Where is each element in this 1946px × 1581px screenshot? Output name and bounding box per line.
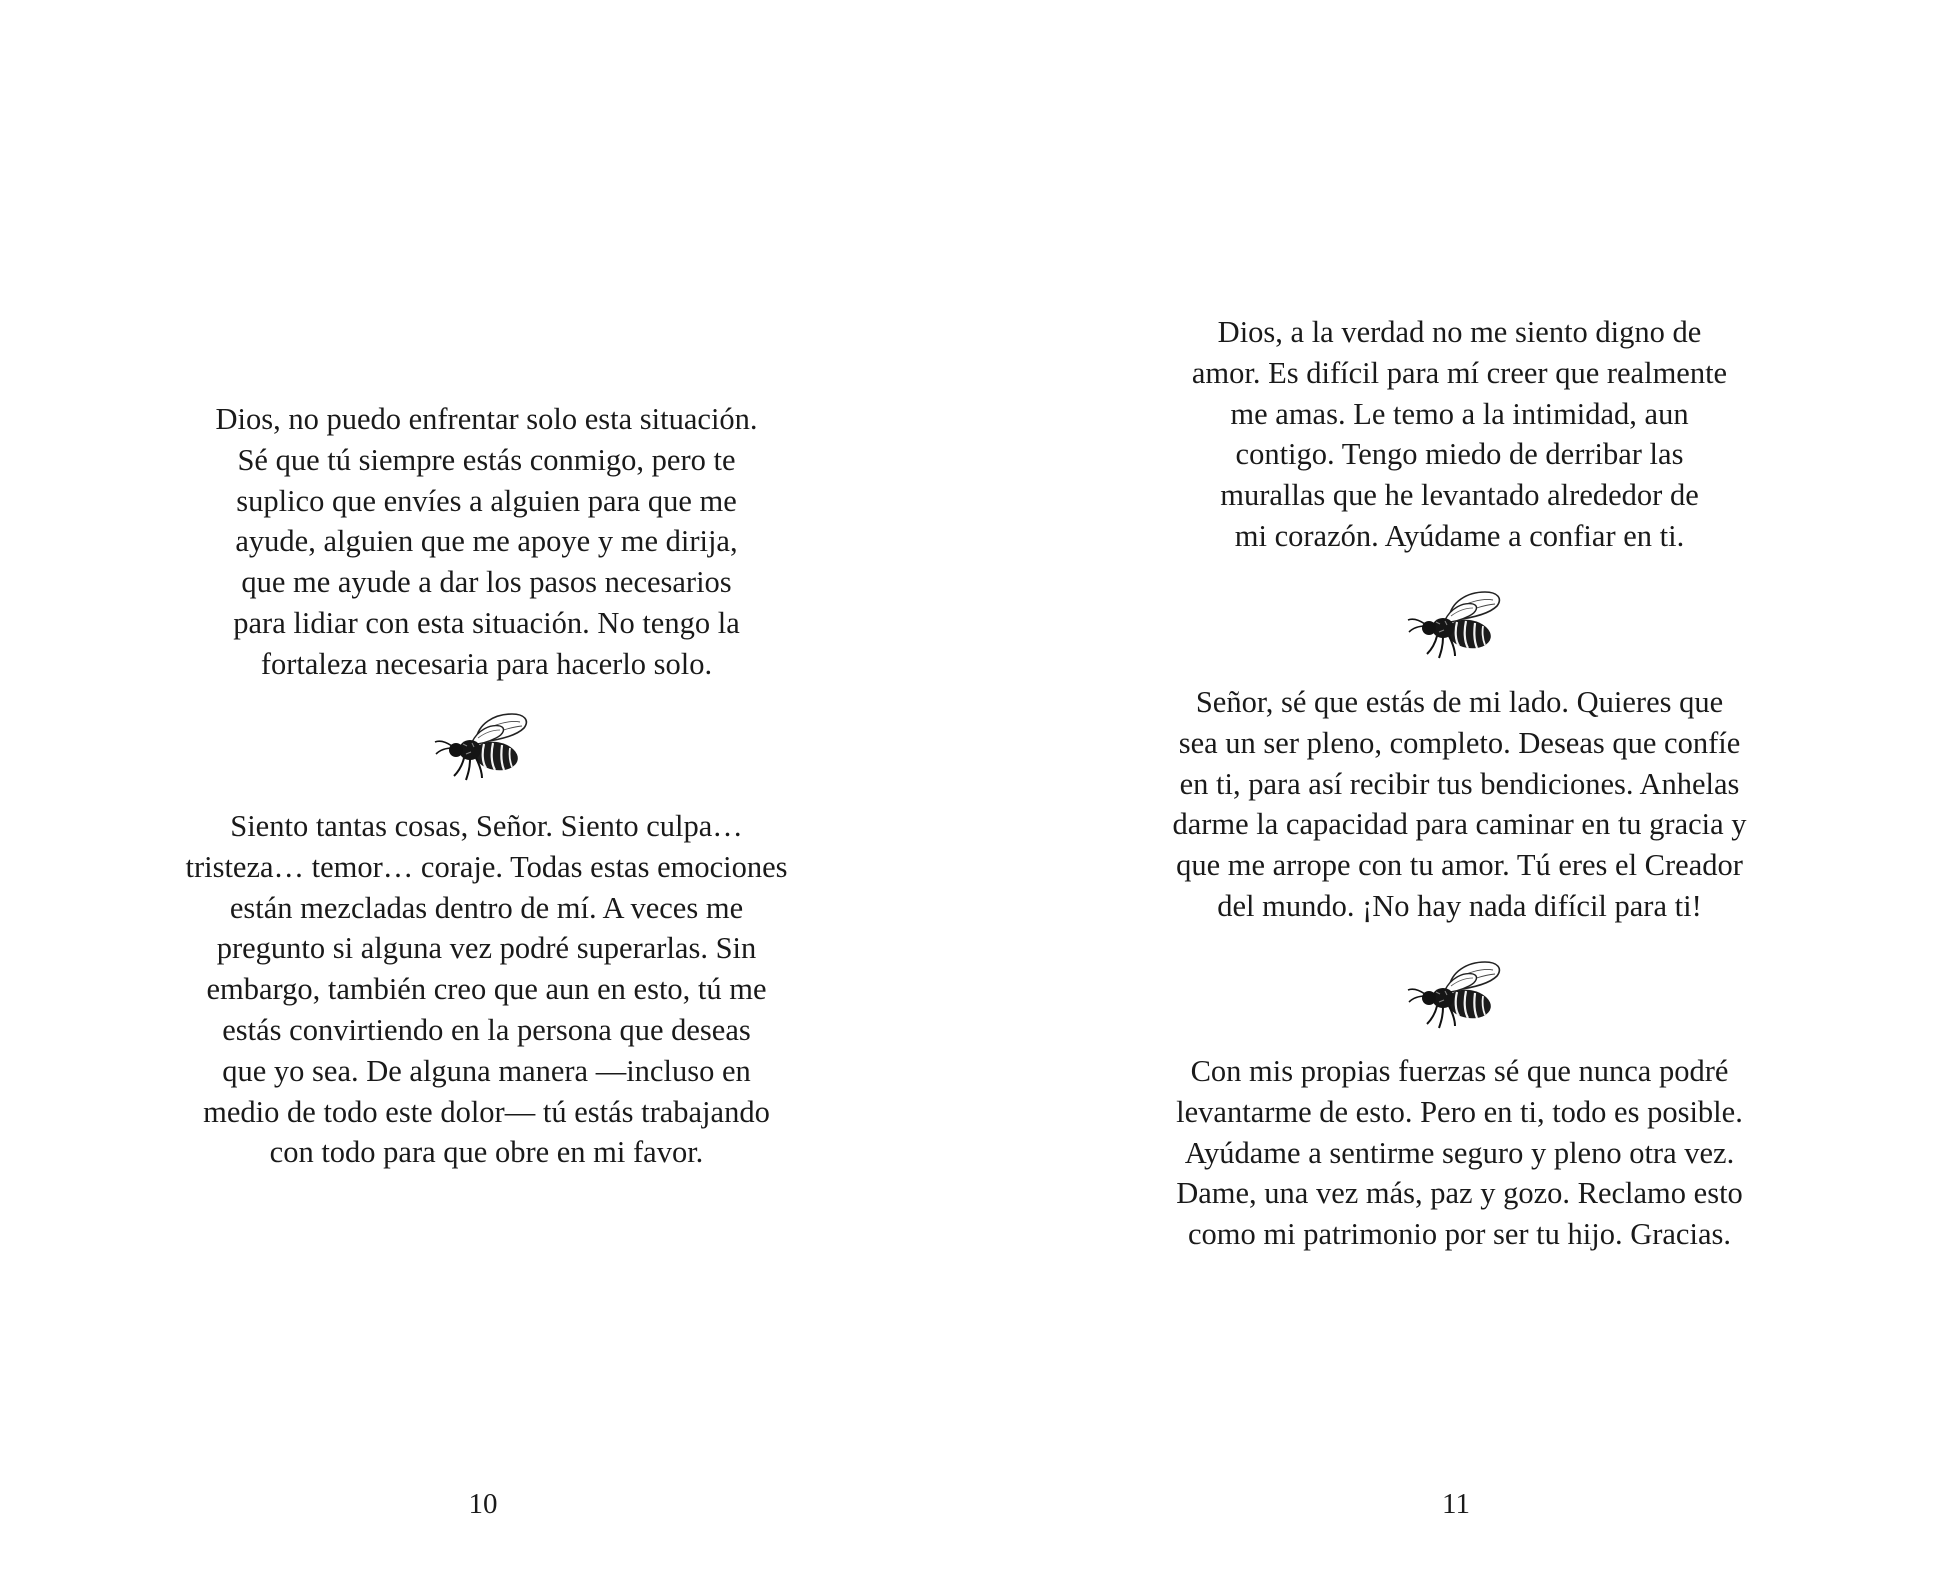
- prayer-paragraph: [0, 806, 973, 1173]
- bee-icon: [1405, 588, 1505, 660]
- text-line: Sé que tú siempre estás conmigo, pero te: [237, 442, 736, 477]
- text-line: Dios, no puedo enfrentar solo esta situación.: [215, 402, 758, 436]
- text-line: Ayúdame a sentirme seguro y pleno otra vez.: [1184, 1135, 1735, 1170]
- text-line: que me ayude a dar los pasos necesarios: [241, 565, 732, 600]
- page-number: 10: [468, 1488, 498, 1520]
- text-line: Siento tantas cosas, Señor. Siento culpa…: [230, 809, 743, 843]
- prayer-paragraph: [973, 1051, 1946, 1255]
- text-line: en ti, para así recibir tus bendiciones. Anhelas: [1179, 766, 1740, 801]
- text-line: para lidiar con esta situación. No tengo la: [233, 605, 740, 640]
- bee-icon: [432, 710, 532, 782]
- text-line: estás convirtiendo en la persona que deseas: [222, 1012, 751, 1047]
- text-line: que me arrope con tu amor. Tú eres el Creador: [1176, 848, 1743, 883]
- text-line: del mundo. ¡No hay nada difícil para ti!: [1217, 888, 1702, 923]
- text-line: ayude, alguien que me apoye y me dirija,: [235, 524, 738, 559]
- text-line: tristeza… temor… coraje. Todas estas emociones: [185, 849, 788, 884]
- text-line: embargo, también creo que aun en esto, tú me: [206, 972, 767, 1007]
- text-line: como mi patrimonio por ser tu hijo. Gracias.: [1188, 1217, 1731, 1252]
- text-line: amor. Es difícil para mí creer que realmente: [1191, 355, 1728, 390]
- text-line: con todo para que obre en mi favor.: [269, 1135, 704, 1170]
- text-line: fortaleza necesaria para hacerlo solo.: [260, 646, 713, 681]
- text-line: Señor, sé que estás de mi lado. Quieres que: [1195, 685, 1724, 719]
- text-line: darme la capacidad para caminar en tu gracia y: [1172, 807, 1747, 842]
- text-line: Dios, a la verdad no me siento digno de: [1217, 315, 1702, 349]
- text-line: están mezcladas dentro de mí. A veces me: [229, 890, 744, 925]
- right-page: [973, 0, 1946, 1581]
- text-line: pregunto si alguna vez podré superarlas. Sin: [216, 931, 757, 966]
- text-line: Con mis propias fuerzas sé que nunca podré: [1190, 1054, 1729, 1088]
- text-line: Dame, una vez más, paz y gozo. Reclamo esto: [1176, 1176, 1743, 1211]
- text-line: contigo. Tengo miedo de derribar las: [1235, 437, 1684, 472]
- text-line: medio de todo este dolor— tú estás trabajando: [203, 1094, 770, 1129]
- text-line: mi corazón. Ayúdame a confiar en ti.: [1234, 518, 1685, 553]
- bee-icon: [1405, 958, 1505, 1030]
- page-number: 11: [1442, 1488, 1470, 1520]
- prayer-paragraph: [0, 399, 973, 685]
- text-line: sea un ser pleno, completo. Deseas que confíe: [1178, 725, 1741, 760]
- text-line: murallas que he levantado alrededor de: [1220, 478, 1699, 513]
- text-line: me amas. Le temo a la intimidad, aun: [1230, 396, 1689, 431]
- text-line: que yo sea. De alguna manera —incluso en: [222, 1053, 751, 1088]
- prayer-paragraph: [973, 682, 1946, 927]
- text-line: suplico que envíes a alguien para que me: [236, 483, 737, 518]
- text-line: levantarme de esto. Pero en ti, todo es posible.: [1176, 1094, 1743, 1129]
- prayer-paragraph: [973, 312, 1946, 557]
